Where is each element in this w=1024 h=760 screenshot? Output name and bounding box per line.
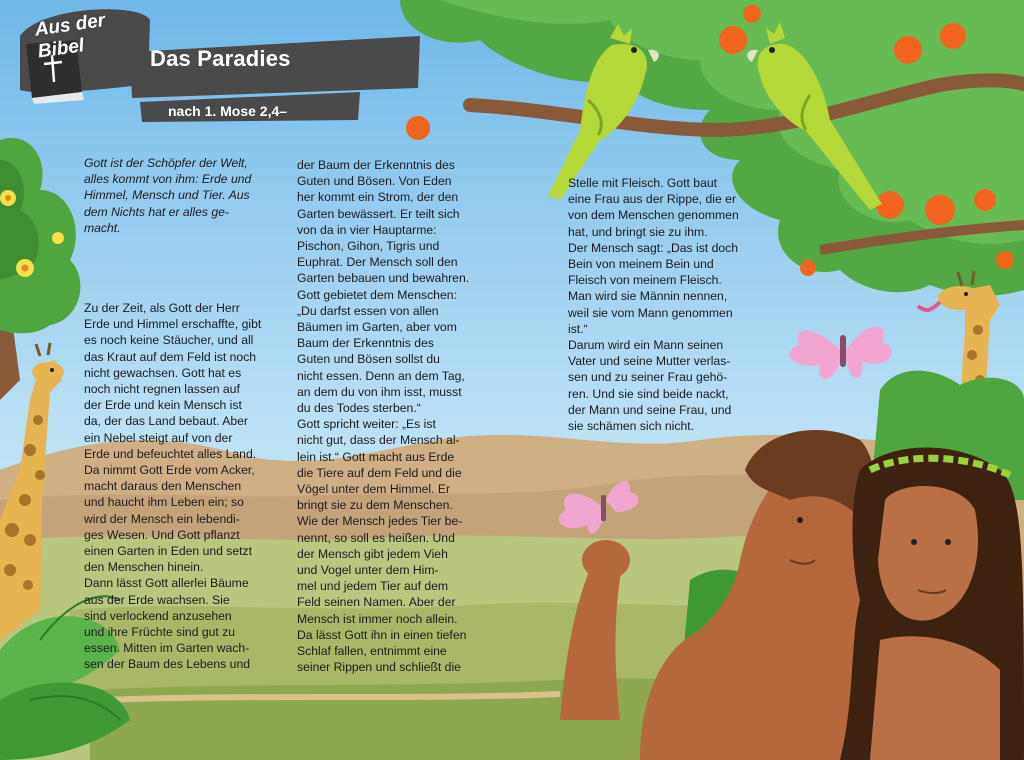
logo-text: Aus der Bibel [33,10,107,63]
page-title: Das Paradies [150,46,291,71]
bible-reference: nach 1. Mose 2,4– [168,103,288,119]
intro-paragraph: Gott ist der Schöpfer der Welt, alles kommt von ihm: Erde und Himmel, Mensch und Tier. Aus dem Nichts hat er alles ge- macht. [84,156,252,235]
text-column-3 [568,175,768,434]
body-paragraph: Zu der Zeit, als Gott der Herr Erde und Himmel erschaffte, gibt es noch keine Stäucher, und all das Kraut auf dem Feld ist noch nicht gewachsen. Gott hat es noch nicht regnen lassen auf der Erde und kein Mensch ist da, der das Land bebaut. Aber ein Nebel steigt auf von der Erde und befeuchtet alles Land. Da nimmt Gott Erde vom Acker, macht daraus den Menschen und haucht ihm Leben ein; so wird der Mensch ein lebendi- ges Wesen. Und Gott pflanzt einen Garten in Eden und setzt den Menschen hinein. Dann lässt Gott allerlei Bäume aus der Erde wachsen. Sie sind verlockend anzusehen und ihre Früchte sind gut zu essen. Mitten im Garten wach- sen der Baum des Lebens und [84,301,262,672]
text-column-1 [84,155,284,673]
flower-icon [16,259,34,277]
flower-icon [0,190,16,206]
body-paragraph: Stelle mit Fleisch. Gott baut eine Frau aus der Rippe, die er von dem Menschen genommen hat, und bringt sie zu ihm. Der Mensch sagt: „Das ist doch Bein von meinem Bein und Fleisch von meinem Fleisch. Man wird sie Männin nennen, weil sie vom Mann genommen ist.“ Darum wird ein Mann seinen Vater und seine Mutter verlas- sen und zu seiner Frau gehö- ren. Und sie sind beide nackt, der Mann und seine Frau, und sie schämen sich nicht. [568,176,739,434]
body-paragraph: der Baum der Erkenntnis des Guten und Bösen. Von Eden her kommt ein Strom, der den Garten bewässert. Er teilt sich von da in vier Hauptarme: Pischon, Gihon, Tigris und Euphrat. Der Mensch soll den Garten bebauen und bewahren. Gott gebietet dem Menschen: „Du darfst essen von allen Bäumen im Garten, aber vom Baum der Erkenntnis des Guten und Bösen sollst du nicht essen. Denn an dem Tag, an dem du von ihm isst, musst du des Todes sterben.“ Gott spricht weiter: „Es ist nicht gut, dass der Mensch al- lein ist.“ Gott macht aus Erde die Tiere auf dem Feld und die Vögel unter dem Himmel. Er bringt sie zu dem Menschen. Wie der Mensch jedes Tier be- nennt, so soll es heißen. Und der Mensch gibt jedem Vieh und Vogel unter dem Him- mel und jedem Tier auf dem Feld seinen Namen. Aber der Mensch ist immer noch allein. Da lässt Gott ihn in einen tiefen Schlaf fallen, entnimmt eine seiner Rippen und schließt die [297,158,470,675]
text-column-2 [297,157,497,676]
eve-figure [840,448,1024,760]
